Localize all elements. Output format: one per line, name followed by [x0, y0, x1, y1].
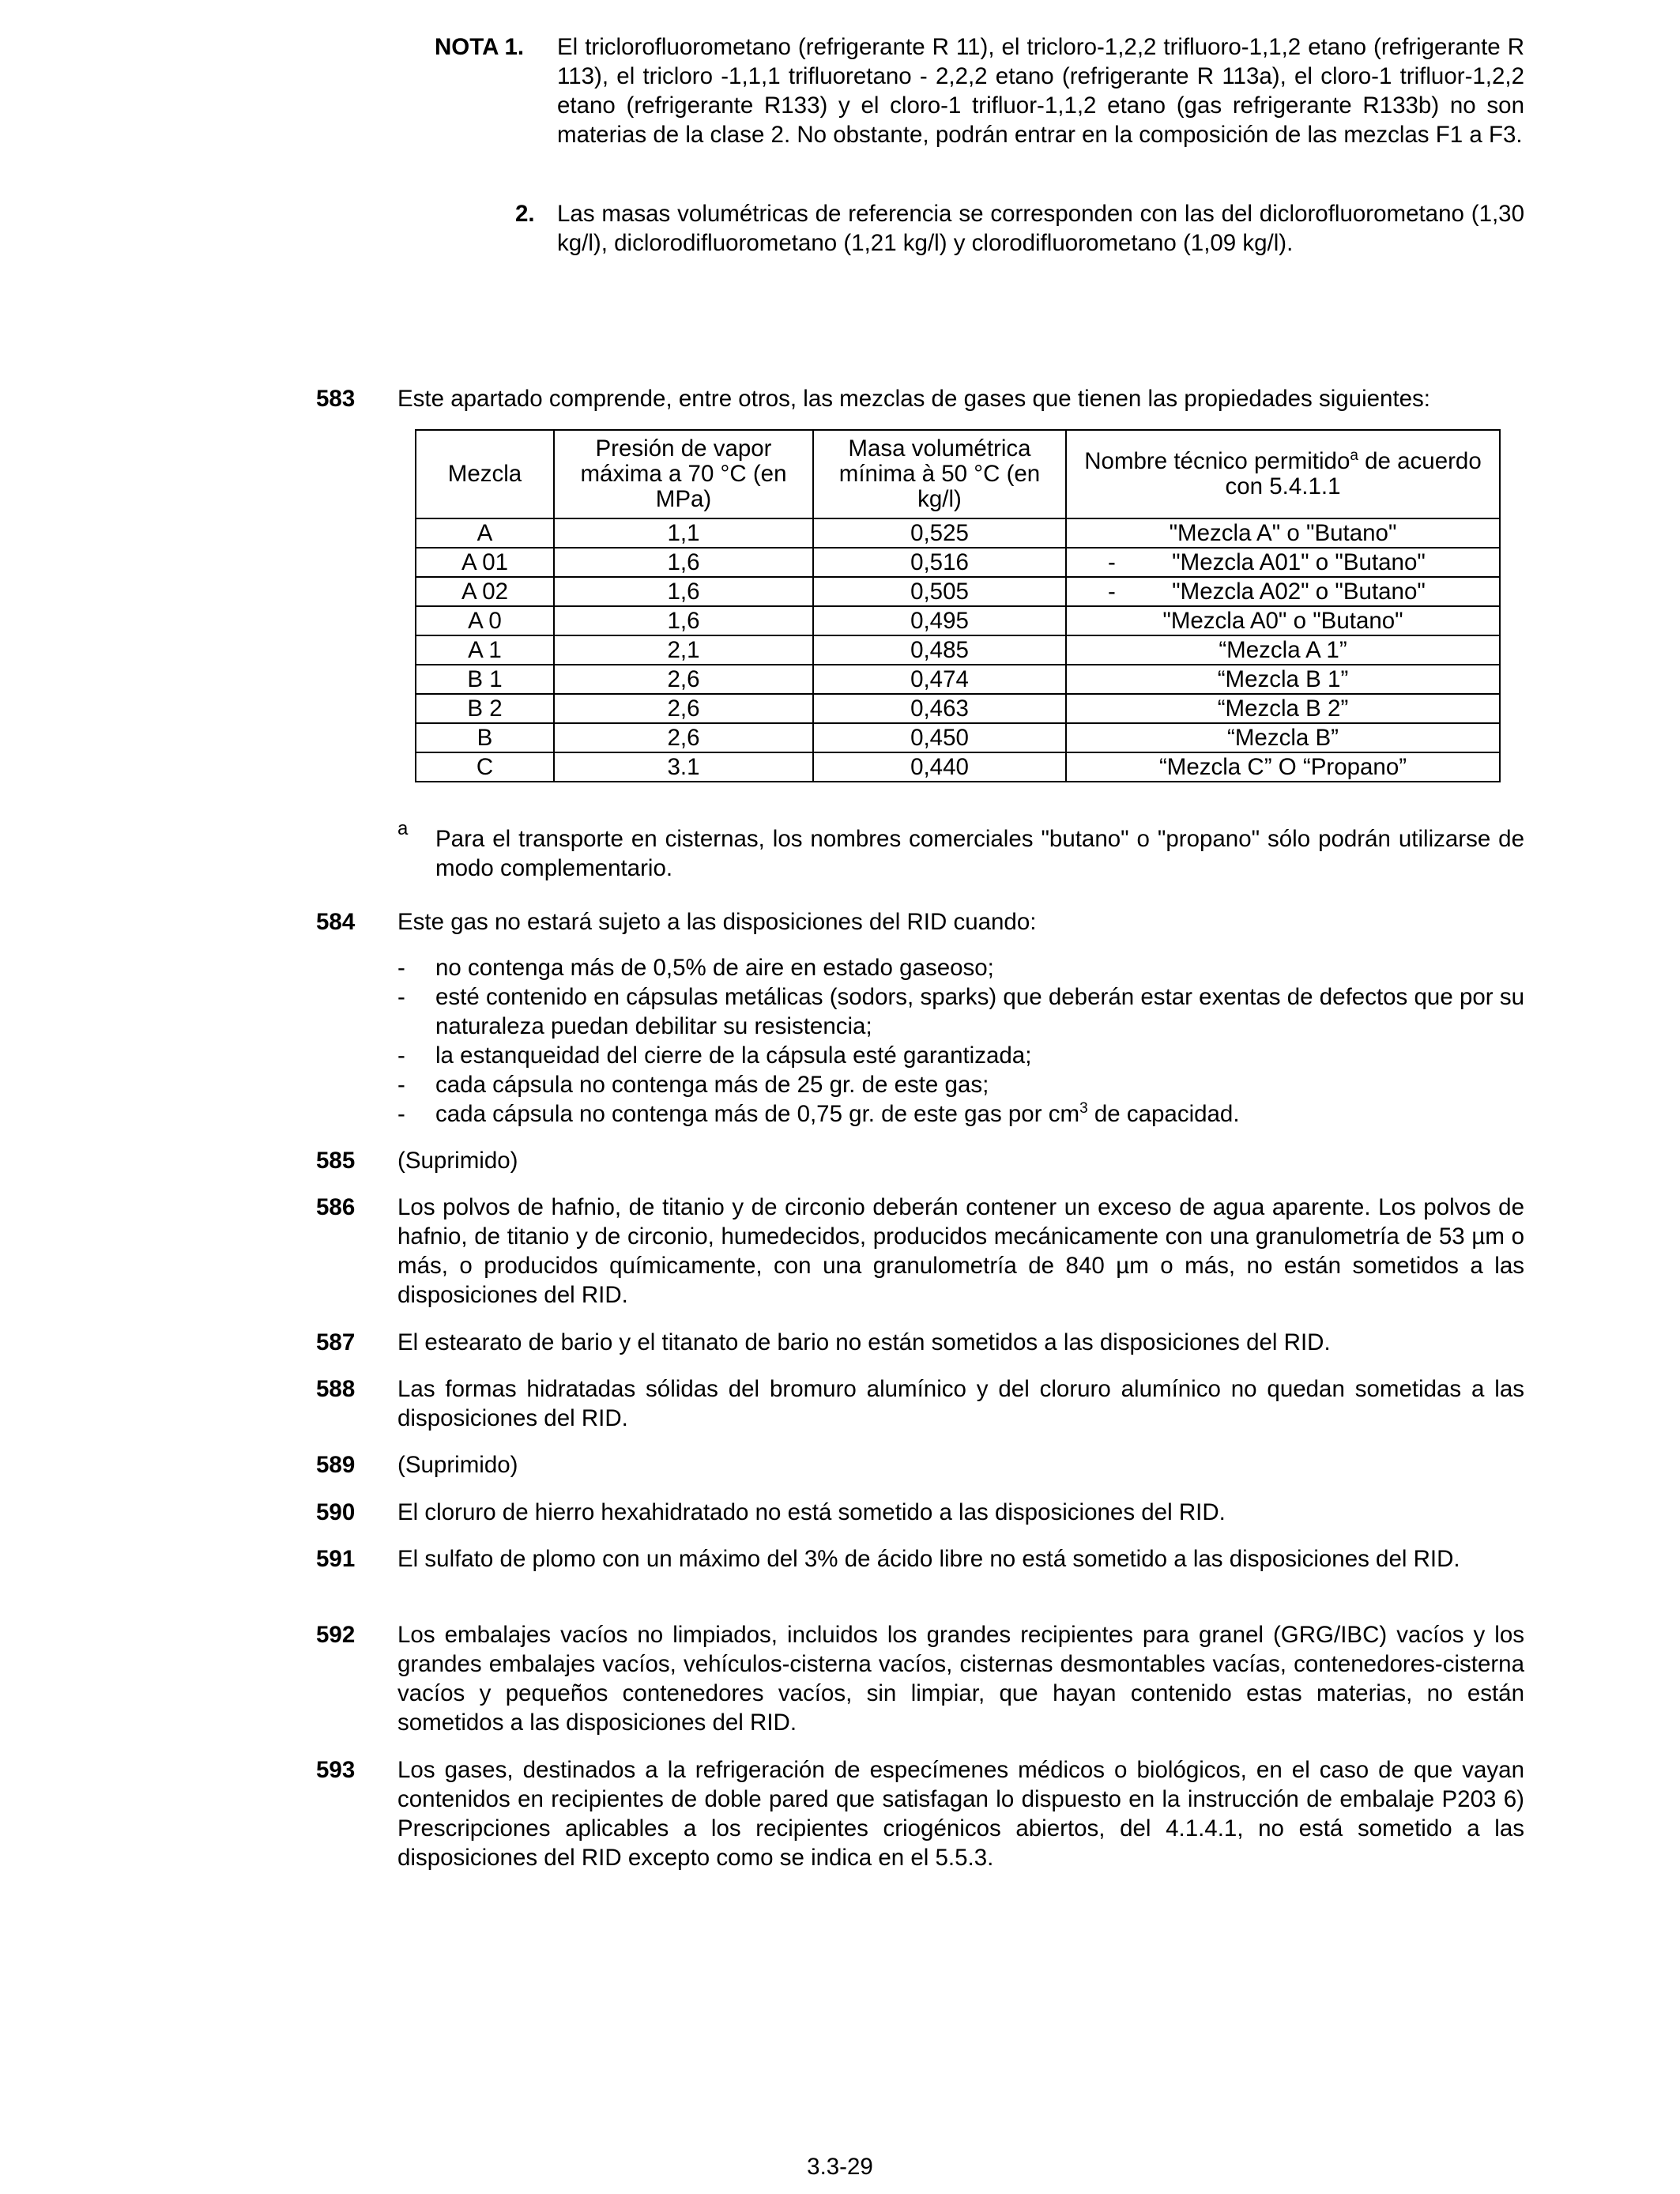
- list-dash: -: [397, 1042, 405, 1069]
- list-item-text: la estanqueidad del cierre de la cápsula esté garantizada;: [435, 1042, 1032, 1069]
- cell-mezcla: B 1: [416, 665, 554, 694]
- paragraph-text: El cloruro de hierro hexahidratado no está sometido a las disposiciones del RID.: [397, 1499, 1226, 1525]
- paragraph-number: 589: [316, 1452, 356, 1478]
- paragraph-text: El sulfato de plomo con un máximo del 3% de ácido libre no está sometido a las disposiciones del RID.: [397, 1546, 1460, 1572]
- list-dash: -: [397, 955, 405, 981]
- table-header-row: [416, 430, 1500, 518]
- cell-mezcla: A 02: [416, 577, 554, 606]
- table-row: [416, 752, 1500, 782]
- paragraph-number-584: 584: [316, 909, 356, 935]
- gas-mixtures-table: [415, 429, 1501, 782]
- cell-masa: 0,463: [813, 694, 1066, 723]
- paragraph-number: 591: [316, 1546, 356, 1572]
- list-dash: -: [397, 984, 405, 1010]
- cell-presion: 1,1: [554, 518, 813, 548]
- list-item-text-post: de capacidad.: [1087, 1101, 1240, 1127]
- paragraph-text: El estearato de bario y el titanato de bario no están sometidos a las disposiciones del RID.: [397, 1329, 1331, 1355]
- list-dash: -: [397, 1072, 405, 1098]
- cell-mezcla: C: [416, 752, 554, 782]
- cell-masa: 0,450: [813, 723, 1066, 752]
- paragraph-text: (Suprimido): [397, 1148, 518, 1174]
- header-presion: Presión de vapor máxima a 70 °C (en MPa): [554, 430, 813, 518]
- cell-presion: 2,6: [554, 723, 813, 752]
- cell-masa: 0,505: [813, 577, 1066, 606]
- cell-masa: 0,495: [813, 606, 1066, 635]
- paragraph-number: 593: [316, 1757, 356, 1783]
- cell-nombre: [1066, 548, 1500, 577]
- cell-nombre: “Mezcla C” O “Propano”: [1066, 752, 1500, 782]
- cell-mezcla: A 01: [416, 548, 554, 577]
- cell-nombre: “Mezcla B 1”: [1066, 665, 1500, 694]
- nota-label-2: 2.: [515, 201, 535, 227]
- footnote-mark: a: [397, 818, 409, 839]
- header-nombre-pre: Nombre técnico permitido: [1084, 448, 1350, 474]
- header-mezcla: Mezcla: [416, 430, 554, 518]
- table-row: [416, 665, 1500, 694]
- cell-nombre-text: "Mezcla A01" o "Butano": [1172, 549, 1426, 575]
- cell-presion: 2,1: [554, 635, 813, 665]
- cell-presion: 2,6: [554, 694, 813, 723]
- paragraph-text: Las formas hidratadas sólidas del bromuro alumínico y del cloruro alumínico no quedan sometidas a las disposiciones del RID.: [397, 1376, 1524, 1431]
- page-number: 3.3-29: [807, 2154, 873, 2180]
- paragraph-number: 590: [316, 1499, 356, 1525]
- cell-masa: 0,474: [813, 665, 1066, 694]
- cell-nombre-dash: -: [1108, 549, 1116, 575]
- cell-mezcla: B 2: [416, 694, 554, 723]
- cell-mezcla: A: [416, 518, 554, 548]
- paragraph-number: 592: [316, 1622, 356, 1648]
- cell-masa: 0,525: [813, 518, 1066, 548]
- nota-item-2: Las masas volumétricas de referencia se corresponden con las del diclorofluorometano (1,30 kg/l), diclorodifluorometano (1,21 kg/l) y clorodifluorometano (1,09 kg/l).: [557, 201, 1524, 256]
- list-item-text: esté contenido en cápsulas metálicas (sodors, sparks) que deberán estar exentas de defectos que por su naturaleza puedan debilitar su resistencia;: [435, 984, 1524, 1039]
- cell-nombre: “Mezcla A 1”: [1066, 635, 1500, 665]
- cell-mezcla: A 0: [416, 606, 554, 635]
- cell-presion: 1,6: [554, 577, 813, 606]
- paragraph-text: Los polvos de hafnio, de titanio y de circonio deberán contener un exceso de agua aparente. Los polvos de hafnio, de titanio y de circonio, humedecidos, producidos mecánicamente con una granulometría de 53 µm o más, o producidos químicamente, con una granulometría de 840 µm o más, no están sometidos a las disposiciones del RID.: [397, 1194, 1524, 1308]
- superscript-3: 3: [1079, 1100, 1088, 1118]
- table-row: [416, 694, 1500, 723]
- paragraph-number: 586: [316, 1194, 356, 1220]
- cell-nombre-text: "Mezcla A02" o "Butano": [1172, 579, 1426, 605]
- header-nombre-post: de acuerdo con 5.4.1.1: [1225, 448, 1482, 499]
- list-item-text: no contenga más de 0,5% de aire en estado gaseoso;: [435, 955, 994, 981]
- table-row: [416, 723, 1500, 752]
- footnote-text: Para el transporte en cisternas, los nombres comerciales "butano" o "propano" sólo podrán utilizarse de modo complementario.: [435, 826, 1524, 881]
- cell-masa: 0,440: [813, 752, 1066, 782]
- paragraph-text: (Suprimido): [397, 1452, 518, 1478]
- paragraph-text: Los gases, destinados a la refrigeración de especímenes médicos o biológicos, en el caso de que vayan contenidos en recipientes de doble pared que satisfagan lo dispuesto en la instrucción de embalaje P203 6) Prescripciones aplicables a los recipientes criogénicos abiertos, del 4.1.4.1, no está sometido a las disposiciones del RID excepto como se indica en el 5.5.3.: [397, 1757, 1524, 1871]
- cell-masa: 0,485: [813, 635, 1066, 665]
- paragraph-number: 588: [316, 1376, 356, 1402]
- cell-presion: 2,6: [554, 665, 813, 694]
- cell-mezcla: B: [416, 723, 554, 752]
- cell-nombre: “Mezcla B”: [1066, 723, 1500, 752]
- list-item-text-pre: cada cápsula no contenga más de 0,75 gr. de este gas por cm: [435, 1101, 1080, 1127]
- cell-nombre: [1066, 577, 1500, 606]
- paragraph-583-text: Este apartado comprende, entre otros, las mezclas de gases que tienen las propiedades siguientes:: [397, 386, 1430, 412]
- nota-label: NOTA 1.: [435, 34, 525, 60]
- table-row: [416, 635, 1500, 665]
- paragraph-number-583: 583: [316, 386, 356, 412]
- cell-mezcla: A 1: [416, 635, 554, 665]
- paragraph-584-text: Este gas no estará sujeto a las disposiciones del RID cuando:: [397, 909, 1037, 935]
- header-nombre-footnote-ref: a: [1350, 447, 1358, 465]
- cell-nombre: "Mezcla A0" o "Butano": [1066, 606, 1500, 635]
- table-row: [416, 548, 1500, 577]
- paragraph-text: Los embalajes vacíos no limpiados, incluidos los grandes recipientes para granel (GRG/IBC) vacíos y los grandes embalajes vacíos, vehículos-cisterna vacíos, cisternas desmontables vacías, contenedores-cisterna vacíos y pequeños contenedores vacíos, sin limpiar, que hayan contenido estas materias, no están sometidos a las disposiciones del RID.: [397, 1622, 1524, 1736]
- cell-nombre: “Mezcla B 2”: [1066, 694, 1500, 723]
- list-item-text: cada cápsula no contenga más de 25 gr. de este gas;: [435, 1072, 989, 1098]
- cell-masa: 0,516: [813, 548, 1066, 577]
- list-dash: -: [397, 1101, 405, 1127]
- list-item-text: [435, 1099, 1524, 1129]
- nota-item-1: El triclorofluorometano (refrigerante R 11), el tricloro-1,2,2 trifluoro-1,1,2 etano (refrigerante R 113), el tricloro -1,1,1 trifluoretano - 2,2,2 etano (refrigerante R 113a), el cloro-1 trifluor-1,2,2 etano (refrigerante R133) y el cloro-1 trifluor-1,1,2 etano (gas refrigerante R133b) no son materias de la clase 2. No obstante, podrán entrar en la composición de las mezclas F1 a F3.: [557, 34, 1524, 148]
- paragraph-number: 587: [316, 1329, 356, 1355]
- paragraph-number: 585: [316, 1148, 356, 1174]
- table-row: [416, 577, 1500, 606]
- table-row: [416, 518, 1500, 548]
- cell-presion: 3.1: [554, 752, 813, 782]
- cell-nombre: "Mezcla A" o "Butano": [1066, 518, 1500, 548]
- header-nombre: [1066, 430, 1500, 518]
- header-masa: Masa volumétrica mínima à 50 °C (en kg/l): [813, 430, 1066, 518]
- cell-presion: 1,6: [554, 548, 813, 577]
- cell-nombre-dash: -: [1108, 579, 1116, 605]
- table-row: [416, 606, 1500, 635]
- cell-presion: 1,6: [554, 606, 813, 635]
